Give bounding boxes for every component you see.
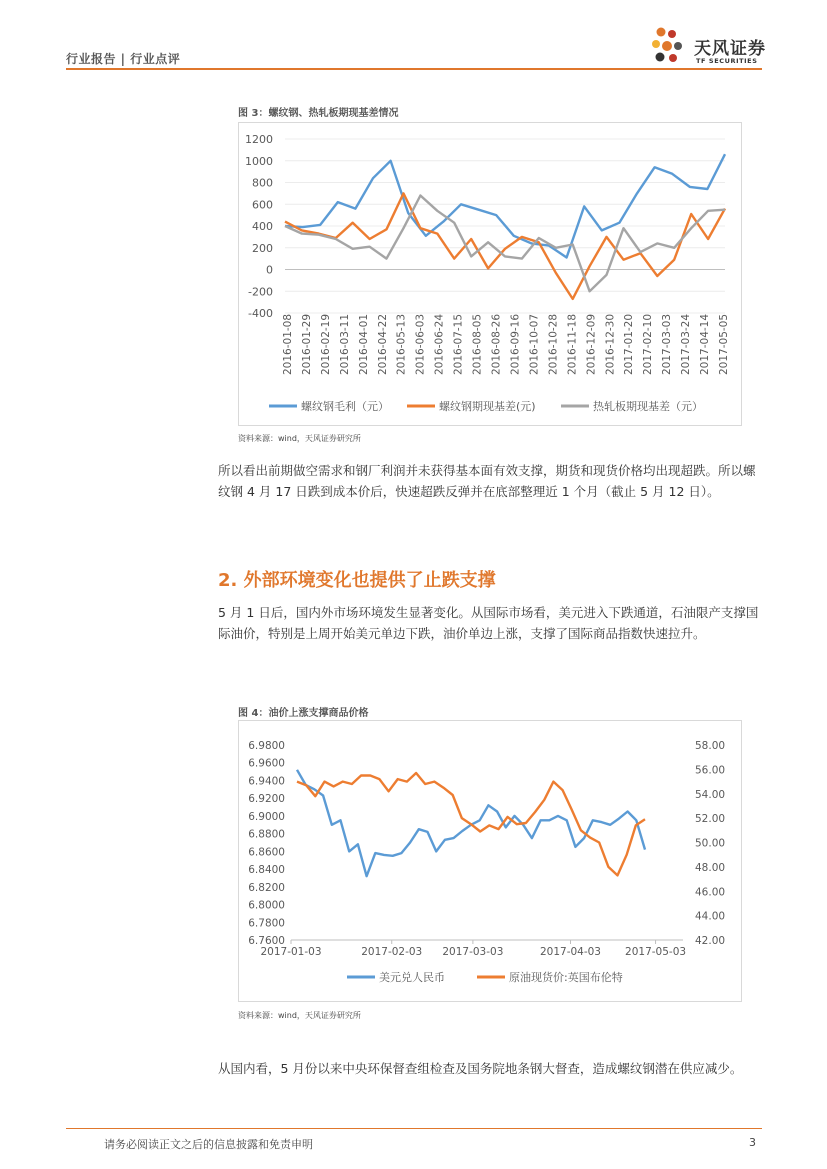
x-tick-label: 2017-01-03 xyxy=(260,946,322,958)
y-right-tick-label: 46.00 xyxy=(695,886,726,899)
x-tick-label: 2017-05-05 xyxy=(718,313,730,375)
footer-divider xyxy=(66,1128,762,1129)
brand-name: 天风证券 xyxy=(694,39,766,59)
y-tick-label: -400 xyxy=(248,307,273,320)
series-line xyxy=(285,193,725,299)
x-tick-label: 2017-01-20 xyxy=(623,313,636,375)
page-number: 3 xyxy=(749,1136,756,1149)
figure4-chart-frame xyxy=(238,720,742,1002)
x-tick-label: 2016-09-16 xyxy=(509,313,522,375)
y-right-tick-label: 52.00 xyxy=(695,813,726,826)
figure3-title: 图 3：螺纹钢、热轧板期现基差情况 xyxy=(238,108,399,119)
paragraph-3: 从国内看，5 月份以来中央环保督查组检查及国务院地条钢大督查，造成螺纹钢潜在供应减少。 xyxy=(218,1061,743,1076)
y-tick-label: 600 xyxy=(252,198,273,212)
x-tick-label: 2016-08-05 xyxy=(471,313,484,375)
y-tick-label: 400 xyxy=(252,220,273,233)
header-breadcrumb: 行业报告 | 行业点评 xyxy=(66,52,181,66)
x-tick-label: 2017-05-03 xyxy=(625,946,687,958)
series-line xyxy=(285,196,725,292)
x-tick-label: 2016-03-11 xyxy=(338,313,351,375)
x-tick-label: 2016-11-18 xyxy=(566,313,579,375)
legend-label: 美元兑人民币 xyxy=(379,971,445,984)
x-tick-label: 2016-12-30 xyxy=(604,313,617,375)
x-tick-label: 2016-10-07 xyxy=(528,313,541,375)
figure4-source: 资料来源：wind，天风证券研究所 xyxy=(238,1011,361,1020)
y-left-tick-label: 6.9800 xyxy=(248,740,285,752)
y-tick-label: 1000 xyxy=(245,154,273,168)
y-tick-label: -200 xyxy=(248,285,273,299)
figure3-source: 资料来源：wind，天风证券研究所 xyxy=(238,434,361,443)
x-tick-label: 2017-03-24 xyxy=(680,313,693,375)
y-right-tick-label: 48.00 xyxy=(695,861,726,874)
x-tick-label: 2017-03-03 xyxy=(442,946,504,958)
y-left-tick-label: 6.8200 xyxy=(248,881,285,894)
x-tick-label: 2016-02-19 xyxy=(319,313,332,375)
figure3-chart xyxy=(239,123,741,425)
legend-label: 螺纹钢毛利（元） xyxy=(301,400,389,413)
footer-disclaimer: 请务必阅读正文之后的信息披露和免责申明 xyxy=(104,1138,313,1151)
header-divider xyxy=(66,68,762,70)
y-left-tick-label: 6.7800 xyxy=(248,917,285,930)
x-tick-label: 2016-07-15 xyxy=(452,313,465,375)
y-left-tick-label: 6.9000 xyxy=(248,810,285,823)
brand-name-en: TF SECURITIES xyxy=(696,57,758,65)
y-left-tick-label: 6.8600 xyxy=(248,846,285,859)
x-tick-label: 2016-10-28 xyxy=(547,313,560,375)
series-line xyxy=(297,773,645,875)
paragraph-1: 所以看出前期做空需求和钢厂利润并未获得基本面有效支撑，期货和现货价格均出现超跌。所以螺纹钢 4 月 17 日跌到成本价后，快速超跌反弹并在底部整理近 1 个月（截止 5 月 12 日）。 xyxy=(218,463,756,499)
x-tick-label: 2017-03-03 xyxy=(661,313,674,375)
figure4-title: 图 4：油价上涨支撑商品价格 xyxy=(238,708,369,719)
x-tick-label: 2016-06-24 xyxy=(433,313,446,375)
legend-label: 热轧板期现基差（元） xyxy=(593,400,703,413)
y-left-tick-label: 6.7600 xyxy=(248,935,285,947)
y-right-tick-label: 50.00 xyxy=(695,837,726,850)
series-line xyxy=(285,154,725,257)
y-right-tick-label: 42.00 xyxy=(695,935,726,947)
y-left-tick-label: 6.8000 xyxy=(248,899,285,912)
x-tick-label: 2016-08-26 xyxy=(490,313,503,375)
y-right-tick-label: 44.00 xyxy=(695,910,726,923)
y-right-tick-label: 58.00 xyxy=(695,740,726,752)
x-tick-label: 2016-05-13 xyxy=(395,313,408,375)
x-tick-label: 2016-06-03 xyxy=(414,313,427,375)
x-tick-label: 2017-02-10 xyxy=(642,313,655,375)
y-left-tick-label: 6.9200 xyxy=(248,793,285,806)
x-tick-label: 2017-04-03 xyxy=(539,946,602,958)
legend-label: 原油现货价:英国布伦特 xyxy=(509,971,623,984)
x-tick-label: 2016-04-01 xyxy=(357,313,370,375)
legend-label: 螺纹钢期现基差(元) xyxy=(439,400,536,413)
y-tick-label: 1200 xyxy=(245,133,273,146)
y-right-tick-label: 56.00 xyxy=(695,764,726,777)
paragraph-2: 5 月 1 日后，国内外市场环境发生显著变化。从国际市场看，美元进入下跌通道，石油限产支撑国际油价，特别是上周开始美元单边下跌，油价单边上涨，支撑了国际商品指数快速拉升。 xyxy=(218,605,759,641)
y-left-tick-label: 6.8800 xyxy=(248,828,285,841)
figure4-chart xyxy=(239,721,741,1001)
figure3-chart-frame xyxy=(238,122,742,426)
y-left-tick-label: 6.9600 xyxy=(248,757,285,770)
y-tick-label: 0 xyxy=(266,263,273,277)
y-left-tick-label: 6.8400 xyxy=(248,864,285,877)
y-tick-label: 200 xyxy=(252,241,273,255)
x-tick-label: 2016-12-09 xyxy=(585,313,598,375)
x-tick-label: 2016-01-29 xyxy=(300,313,313,375)
x-tick-label: 2016-04-22 xyxy=(376,313,389,375)
x-tick-label: 2016-01-08 xyxy=(282,313,294,375)
x-tick-label: 2017-02-03 xyxy=(361,946,423,958)
section-title: 2. 外部环境变化也提供了止跌支撑 xyxy=(218,570,496,591)
y-right-tick-label: 54.00 xyxy=(695,788,726,801)
y-left-tick-label: 6.9400 xyxy=(248,775,285,788)
y-tick-label: 800 xyxy=(252,176,273,190)
x-tick-label: 2017-04-14 xyxy=(699,313,712,375)
